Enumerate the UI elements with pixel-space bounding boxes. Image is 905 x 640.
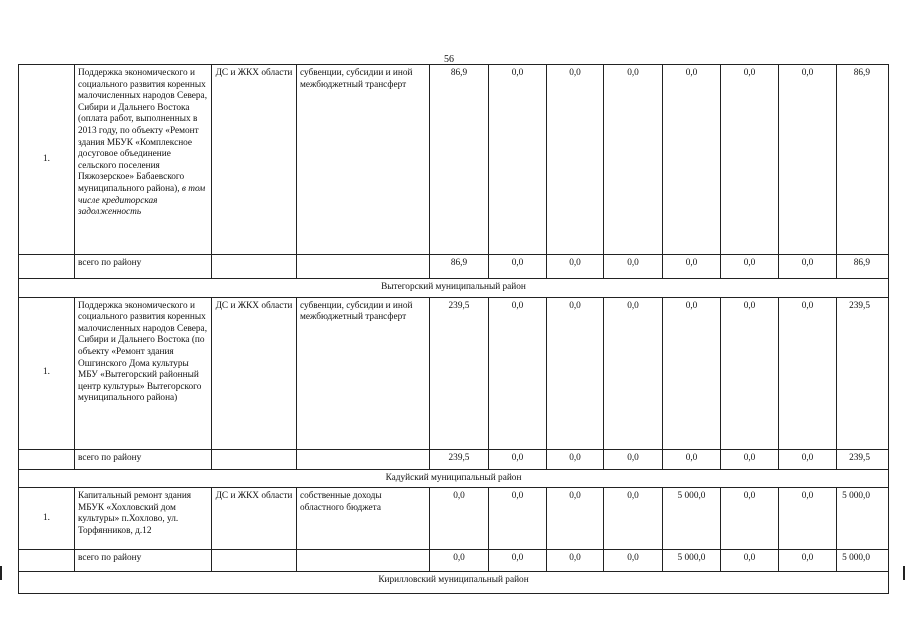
value-cell: 0,0 xyxy=(604,449,663,469)
value-cell: 0,0 xyxy=(430,488,489,550)
value-cell: 0,0 xyxy=(779,65,837,255)
district-heading: Кирилловский муниципальный район xyxy=(19,572,889,594)
value-cell: 5 000,0 xyxy=(663,488,721,550)
total-cell: 239,5 xyxy=(837,449,889,469)
section-header-row xyxy=(19,469,889,488)
funding-source-cell: субвенции, субсидии и иной межбюджетный трансферт xyxy=(297,65,430,255)
value-cell: 0,0 xyxy=(547,488,604,550)
funding-source-cell: субвенции, субсидии и иной межбюджетный трансферт xyxy=(297,297,430,449)
value-cell: 0,0 xyxy=(779,550,837,572)
value-cell: 0,0 xyxy=(547,255,604,279)
value-cell: 0,0 xyxy=(604,488,663,550)
value-cell: 0,0 xyxy=(489,297,547,449)
value-cell: 0,0 xyxy=(489,65,547,255)
budget-table xyxy=(18,64,889,594)
executor-cell: ДС и ЖКХ области xyxy=(212,488,297,550)
value-cell: 0,0 xyxy=(663,255,721,279)
section-header-row xyxy=(19,572,889,594)
value-cell: 0,0 xyxy=(430,550,489,572)
subtotal-row xyxy=(19,449,889,469)
value-cell: 0,0 xyxy=(489,449,547,469)
total-cell: 5 000,0 xyxy=(837,488,889,550)
value-cell: 0,0 xyxy=(779,488,837,550)
table-row xyxy=(19,297,889,449)
value-cell: 0,0 xyxy=(547,449,604,469)
value-cell: 0,0 xyxy=(547,550,604,572)
value-cell: 86,9 xyxy=(430,255,489,279)
subtotal-label: всего по району xyxy=(75,449,212,469)
value-cell: 0,0 xyxy=(489,550,547,572)
table-row xyxy=(19,65,889,255)
value-cell: 0,0 xyxy=(721,488,779,550)
table-row xyxy=(19,488,889,550)
row-number: 1. xyxy=(19,297,75,449)
district-heading: Вытегорский муниципальный район xyxy=(19,279,889,298)
value-cell: 0,0 xyxy=(663,449,721,469)
value-cell: 0,0 xyxy=(779,255,837,279)
measure-description: Поддержка экономического и социального развития коренных малочисленных народов Севера, Сибири и Дальнего Востока (оплата работ, выполненных в 2013 году, по объекту «Ремонт здания МБУК «Комплексное досуговое объединение сельского поселения Пяжозерское» Бабаевского муниципального района), в том числе кредиторская задолженность xyxy=(75,65,212,255)
value-cell: 239,5 xyxy=(430,449,489,469)
value-cell: 0,0 xyxy=(721,449,779,469)
value-cell: 0,0 xyxy=(489,488,547,550)
value-cell: 239,5 xyxy=(430,297,489,449)
row-number: 1. xyxy=(19,65,75,255)
value-cell: 0,0 xyxy=(663,65,721,255)
section-header-row xyxy=(19,279,889,298)
total-cell: 239,5 xyxy=(837,297,889,449)
value-cell: 0,0 xyxy=(604,297,663,449)
measure-description: Поддержка экономического и социального развития коренных малочисленных народов Севера, Сибири и Дальнего Востока (по объекту «Ремонт здания Ошгинского Дома культуры МБУ «Вытегорский районный центр культуры» Вытегорского муниципального района) xyxy=(75,297,212,449)
executor-cell: ДС и ЖКХ области xyxy=(212,65,297,255)
value-cell: 0,0 xyxy=(604,550,663,572)
value-cell: 0,0 xyxy=(721,550,779,572)
value-cell: 0,0 xyxy=(721,297,779,449)
value-cell: 0,0 xyxy=(489,255,547,279)
page-number: 56 xyxy=(444,54,454,65)
measure-description: Капитальный ремонт здания МБУК «Хохловский дом культуры» п.Хохлово, ул. Торфянников, д.12 xyxy=(75,488,212,550)
measure-note: в том числе кредиторская задолженность xyxy=(78,184,206,218)
value-cell: 0,0 xyxy=(663,297,721,449)
total-cell: 86,9 xyxy=(837,65,889,255)
subtotal-row xyxy=(19,255,889,279)
executor-cell: ДС и ЖКХ области xyxy=(212,297,297,449)
value-cell: 86,9 xyxy=(430,65,489,255)
value-cell: 5 000,0 xyxy=(663,550,721,572)
row-number: 1. xyxy=(19,488,75,550)
value-cell: 0,0 xyxy=(604,255,663,279)
total-cell: 86,9 xyxy=(837,255,889,279)
value-cell: 0,0 xyxy=(721,255,779,279)
value-cell: 0,0 xyxy=(547,65,604,255)
district-heading: Кадуйский муниципальный район xyxy=(19,469,889,488)
value-cell: 0,0 xyxy=(779,297,837,449)
subtotal-row xyxy=(19,550,889,572)
value-cell: 0,0 xyxy=(721,65,779,255)
subtotal-label: всего по району xyxy=(75,255,212,279)
total-cell: 5 000,0 xyxy=(837,550,889,572)
value-cell: 0,0 xyxy=(779,449,837,469)
value-cell: 0,0 xyxy=(547,297,604,449)
funding-source-cell: собственные доходы областного бюджета xyxy=(297,488,430,550)
scan-edge-mark xyxy=(0,566,2,580)
subtotal-label: всего по району xyxy=(75,550,212,572)
value-cell: 0,0 xyxy=(604,65,663,255)
